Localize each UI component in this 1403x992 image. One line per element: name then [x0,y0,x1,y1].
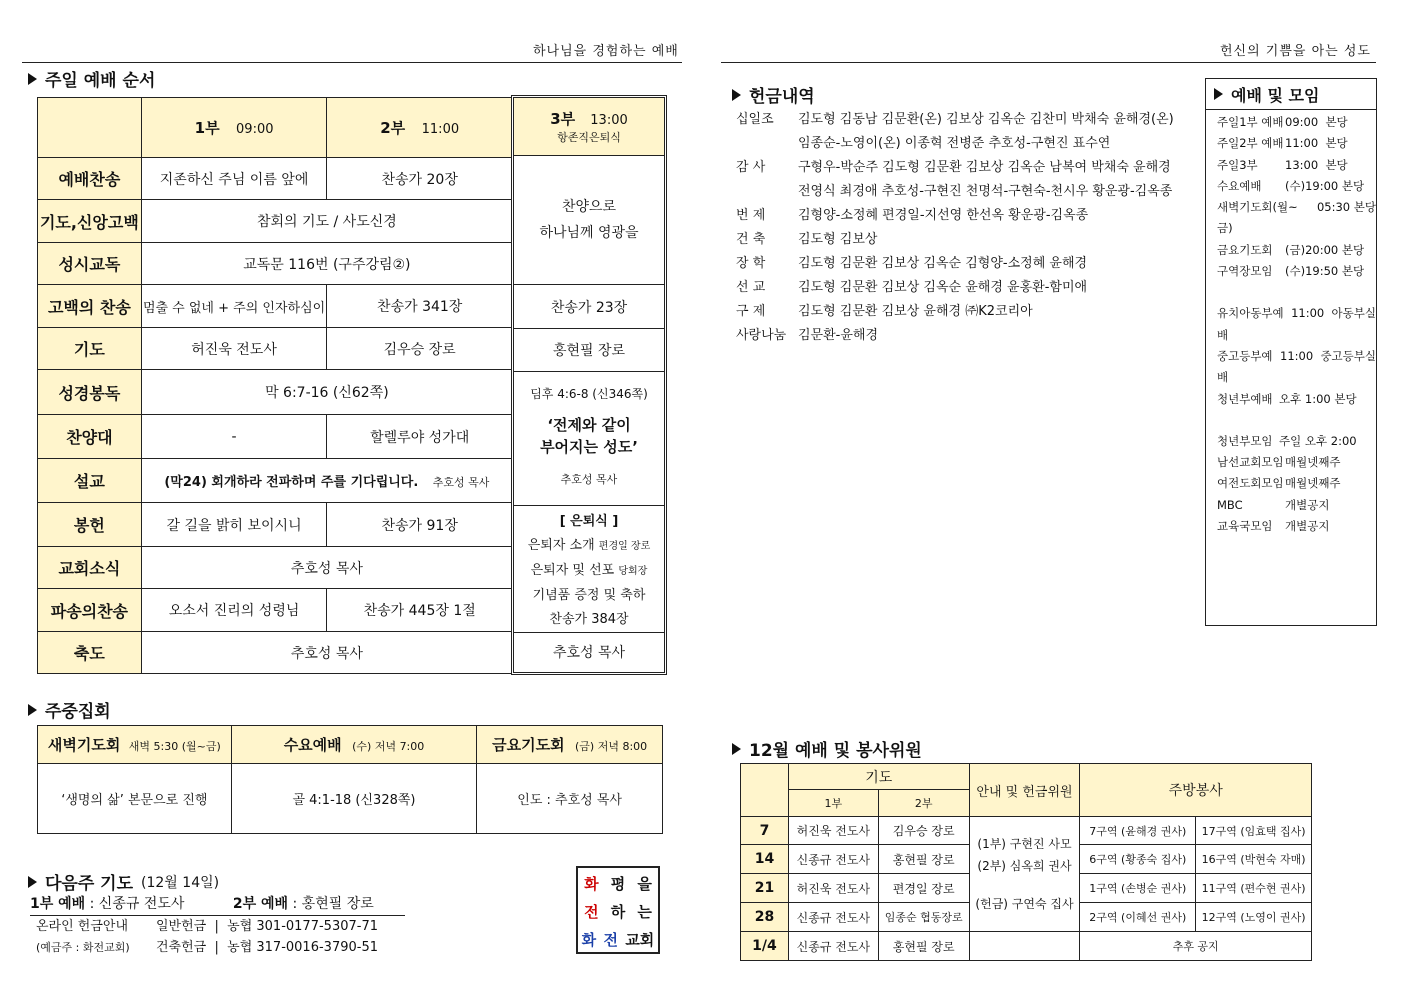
order-cell: 지존하신 주님 이름 앞에 [141,158,327,200]
duty-prayer1: 신종규 전도사 [788,903,878,932]
order-title: 주일 예배 순서 [45,71,156,91]
service2-header [327,98,513,158]
order-cell: 찬송가 20장 [327,158,513,200]
offering-row: 선 교 김도형 김문환 김보상 김옥순 윤해경 윤홍환-함미애 [736,280,1088,295]
order-cell: 교독문 116번 (구주강림②) [141,243,512,285]
logo-char: 하 [610,903,626,921]
next-prayer-1-key: 1부 예배 [30,896,86,912]
schedule-item: 구역장모임 (수)19:50 본당 [1217,264,1365,279]
duty-usher-empty [969,932,1080,961]
order-corner-cell [38,98,142,158]
duty-prayer1: 허진욱 전도사 [788,874,878,903]
next-prayer-title: 다음주 기도 [45,874,134,894]
right-header-rule [721,62,1376,63]
order-label: 성시교독 [38,243,142,285]
schedule-title: 예배 및 모임 [1231,85,1320,105]
offering-row: 임종순-노영이(온) 이종혁 전병준 추호성-구현진 표수연 [798,136,1111,151]
service3-sermon-block [514,372,664,506]
service1-time: 09:00 [236,122,274,137]
next-prayer-section-title [28,869,219,894]
service3-column [511,95,667,675]
praise-line1: 찬양으로 [561,199,617,215]
order-cell: 할렐루야 성가대 [327,415,513,459]
retirement-line3: 기념품 증정 및 축하 [532,588,646,603]
sermon-cell [141,459,512,503]
order-label: 봉헌 [38,503,142,547]
service1-header [141,98,327,158]
duty-usher-cell: (1부) 구현진 사모 (2부) 심옥희 권사 (헌금) 구연숙 집사 [969,817,1080,932]
offering-row: 장 학 김도형 김문환 김보상 김옥순 김형양-소정혜 윤해경 [736,256,1088,271]
triangle-bullet-icon [732,743,741,755]
order-label: 축도 [38,632,142,674]
retirement-line1: 은퇴자 소개 편경일 장로 [527,538,651,553]
retirement-line2: 은퇴자 및 선포 당회장 [530,563,648,578]
duty-table [740,763,1312,961]
schedule-item: 교육국모임 개별공지 [1217,519,1330,534]
duty-corner [741,764,789,817]
order-cell: 막 6:7-16 (신62쪽) [141,370,512,415]
duty-kitchen2: 16구역 (박현숙 자매) [1196,845,1312,874]
duty-prayer2: 임종순 협동장로 [878,903,969,932]
church-slogan-logo [576,866,660,954]
offering-title: 헌금내역 [749,87,815,107]
triangle-bullet-icon [28,73,37,85]
service3-time: 13:00 [590,113,628,128]
duty-date: 7 [741,817,789,845]
order-label: 기도,신앙고백 [38,200,142,243]
order-cell: 멈출 수 없네 + 주의 인자하심이 [141,285,327,328]
schedule-box [1205,78,1377,626]
schedule-item: 주일1부 예배 09:00 본당 [1217,115,1348,129]
duty-kitchen2: 12구역 (노영이 권사) [1196,903,1312,932]
retirement-title: [ 은퇴식 ] [559,514,619,529]
service1-name: 1부 [194,119,220,137]
duty-kitchen1: 7구역 (윤해경 권사) [1080,817,1196,845]
sermon-title: (막24) 회개하라 전파하며 주를 기다립니다. [164,475,419,490]
duty-prayer2: 김우승 장로 [878,817,969,845]
offering-row: 전영식 최경애 추호성-구현진 천명석-구현숙-천시우 황운광-김옥종 [798,184,1173,199]
duty-prayer2: 홍현필 장로 [878,932,969,961]
order-cell: - [141,415,327,459]
online-offering-label: 온라인 헌금안내 [36,919,129,934]
offering-row: 구 제 김도형 김문환 김보상 윤해경 ㈜K2코리아 [736,304,1033,319]
next-prayer-2-key: 2부 예배 [232,896,289,912]
schedule-item: 주일3부 13:00 본당 [1217,157,1348,172]
order-label: 성경봉독 [38,370,142,415]
duty-prayer1-header: 1부 [788,790,878,817]
triangle-bullet-icon [28,876,37,888]
logo-char: 교회 [625,931,655,949]
duty-date: 21 [741,874,789,903]
order-label: 기도 [38,328,142,370]
schedule-item: 수요예배 (수)19:00 본당 [1217,178,1365,193]
order-cell: 김우승 장로 [327,328,513,370]
next-prayer-1-value: : 신종규 전도사 [89,896,185,912]
duty-kitchen1: 1구역 (손병순 권사) [1080,874,1196,903]
schedule-item: 유치아동부예배 11:00 아동부실 [1217,306,1376,342]
duty-prayer2-header: 2부 [878,790,969,817]
right-page-header: 헌신의 기쁨을 아는 성도 [1220,44,1371,59]
schedule-item: 중고등부예배 11:00 중고등부실 [1217,348,1376,385]
order-label: 찬양대 [38,415,142,459]
order-section-title [28,66,155,91]
offering-row: 번 제 김형양-소정혜 편경일-지선영 한선옥 황운광-김옥종 [736,208,1089,223]
praise-block [514,156,664,285]
duty-kitchen1: 2구역 (이혜선 권사) [1080,903,1196,932]
offering-list [736,108,1198,348]
duty-prayer-header: 기도 [788,764,969,790]
worship-order-table [37,97,513,674]
logo-char: 평 [610,875,626,893]
order-cell: 오소서 진리의 성령님 [141,589,327,632]
order-cell: 찬송가 341장 [327,285,513,328]
schedule-title-bar [1206,79,1376,110]
offering-row: 십일조 김도형 김동남 김문환(온) 김보상 김옥순 김찬미 박채숙 윤해경(온) [736,112,1174,127]
service3-header [514,98,664,156]
next-prayer-date: (12월 14일) [141,874,220,891]
schedule-item: 새벽기도회(월~금) 05:30 본당 [1217,200,1376,236]
duty-usher-header: 안내 및 헌금위원 [969,764,1080,817]
service2-time: 11:00 [421,122,460,137]
offering-section-title [732,82,815,107]
order-label: 파송의찬송 [38,589,142,632]
duty-prayer1: 신종규 전도사 [788,932,878,961]
duty-kitchen1: 6구역 (황종숙 집사) [1080,845,1196,874]
service3-sermon-title-2: 부어지는 성도’ [540,438,638,456]
duty-prayer2: 편경일 장로 [878,874,969,903]
service3-name: 3부 [550,110,576,128]
schedule-item: 남선교회모임 매월넷째주 [1217,455,1341,470]
offering-row: 감 사 구형우-박순주 김도형 김문환 김보상 김옥순 남복여 박채숙 윤해경 [736,160,1171,175]
dawn-header: 새벽기도회 새벽 5:30 (월~금) [38,726,232,764]
online-offering-info [36,916,378,958]
order-cell: 참회의 기도 / 사도신경 [141,200,512,243]
order-label: 고백의 찬송 [38,285,142,328]
weekly-section-title [28,697,111,722]
duty-prayer2: 홍현필 장로 [878,845,969,874]
order-cell: 갈 길을 밝히 보이시니 [141,503,327,547]
friday-content: 인도 : 추호성 목사 [477,764,663,834]
schedule-item: 여전도회모임 매월넷째주 [1217,476,1341,491]
service3-sermon-title-1: ‘전제와 같이 [547,416,631,434]
online-depositor: (예금주 : 화전교회) [36,941,130,954]
service3-prayer: 홍현필 장로 [514,329,664,372]
logo-char: 전 [603,931,618,949]
triangle-bullet-icon [1214,88,1223,100]
logo-char: 는 [637,903,652,921]
logo-char: 전 [584,903,599,921]
duty-date: 1/4 [741,932,789,961]
left-page-header: 하나님을 경험하는 예배 [533,44,679,59]
logo-char: 을 [637,875,652,893]
weekly-title: 주중집회 [45,702,111,722]
wednesday-content: 골 4:1-18 (신328쪽) [231,764,477,834]
service2-name: 2부 [380,119,406,137]
sermon-preacher: 추호성 목사 [432,476,490,489]
next-prayer-lines [30,893,405,916]
duty-kitchen-header: 주방봉사 [1080,764,1312,817]
order-label: 교회소식 [38,547,142,589]
schedule-item: MBC 개별공지 [1217,497,1330,512]
left-header-rule [22,62,682,63]
triangle-bullet-icon [28,704,37,716]
duty-title: 12월 예배 및 봉사위원 [749,741,922,761]
order-cell: 추호성 목사 [141,547,512,589]
retirement-block [514,506,664,633]
next-prayer-2-value: : 홍현필 장로 [292,896,374,912]
duty-date: 14 [741,845,789,874]
schedule-item: 금요기도회 (금)20:00 본당 [1217,242,1365,257]
retirement-line4: 찬송가 384장 [549,612,629,627]
duty-prayer1: 허진욱 전도사 [788,817,878,845]
order-cell: 허진욱 전도사 [141,328,327,370]
schedule-list [1206,110,1376,537]
schedule-item: 청년부모임 주일 오후 2:00 [1217,433,1357,448]
dawn-content: ‘생명의 삶’ 본문으로 진행 [38,764,232,834]
online-account-building: 건축헌금 | 농협 317-0016-3790-51 [156,940,378,955]
service3-preacher: 추호성 목사 [560,473,618,486]
weekly-meetings-table [37,725,663,834]
friday-header: 금요기도회 (금) 저녁 8:00 [477,726,663,764]
order-cell: 찬송가 445장 1절 [327,589,513,632]
service3-hymn: 찬송가 23장 [514,285,664,329]
service3-benediction: 추호성 목사 [552,644,626,661]
duty-kitchen2: 17구역 (임효택 집사) [1196,817,1312,845]
service3-subtitle: 항존직은퇴식 [557,131,621,144]
logo-char: 화 [581,931,597,949]
service3-scripture: 딤후 4:6-8 (신346쪽) [530,387,648,401]
logo-char: 화 [584,875,599,893]
duty-date: 28 [741,903,789,932]
order-label: 설교 [38,459,142,503]
duty-kitchen-all: 추후 공지 [1080,932,1312,961]
offering-row: 사랑나눔 김문환-윤해경 [736,328,879,343]
schedule-item: 청년부예배 오후 1:00 본당 [1217,391,1357,406]
offering-row: 건 축 김도형 김보상 [736,232,878,247]
online-account-general: 일반헌금 | 농협 301-0177-5307-71 [156,919,378,934]
praise-line2: 하나님께 영광을 [539,225,639,241]
duty-section-title [732,736,922,761]
schedule-item: 주일2부 예배 11:00 본당 [1217,136,1348,151]
duty-prayer1: 신종규 전도사 [788,845,878,874]
order-label: 예배찬송 [38,158,142,200]
wednesday-header: 수요예배 (수) 저녁 7:00 [231,726,477,764]
order-cell: 찬송가 91장 [327,503,513,547]
duty-kitchen2: 11구역 (편수현 권사) [1196,874,1312,903]
triangle-bullet-icon [732,89,741,101]
order-cell: 추호성 목사 [141,632,512,674]
